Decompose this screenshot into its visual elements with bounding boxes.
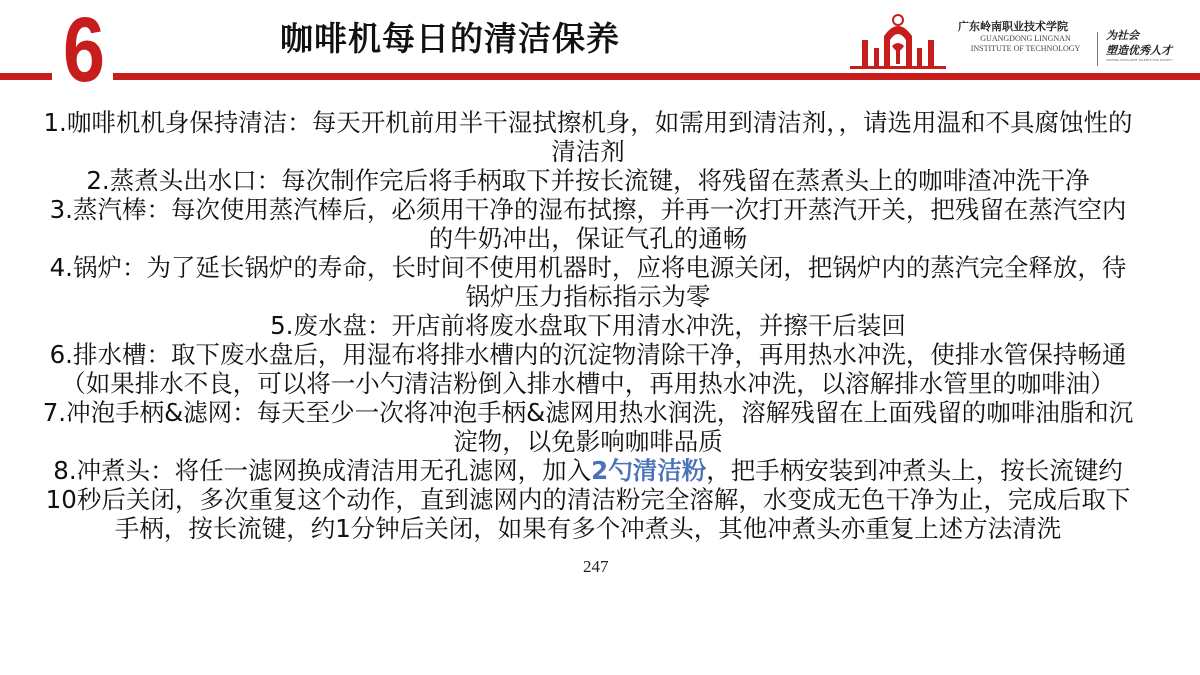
school-name-en-line2: INSTITUTE OF TECHNOLOGY	[970, 44, 1081, 53]
school-name-en-line1: GUANGDONG LINGNAN	[980, 34, 1071, 43]
school-motto	[1106, 28, 1176, 63]
step-4: 4.锅炉：为了延长锅炉的寿命，长时间不使用机器时，应将电源关闭，把锅炉内的蒸汽完全释放，待锅炉压力指标指示为零	[49, 253, 1127, 311]
step-1: 1.咖啡机机身保持清洁：每天开机前用半干湿拭擦机身，如需用到清洁剂，，请选用温和不具腐蚀性的清洁剂	[43, 108, 1133, 166]
header-rule-right	[113, 73, 1200, 80]
school-name	[958, 20, 1093, 54]
motto-line1: 为社会	[1106, 29, 1139, 42]
step-5: 5.废水盘：开店前将废水盘取下用清水冲洗，并擦干后装回	[270, 311, 906, 340]
step-2: 2.蒸煮头出水口：每次制作完后将手柄取下并按长流键，将残留在蒸煮头上的咖啡渣冲洗干净	[86, 166, 1090, 195]
step-6: 6.排水槽：取下废水盘后，用湿布将排水槽内的沉淀物清除干净，再用热水冲洗，使排水管保持畅通（如果排水不良，可以将一小勺清洁粉倒入排水槽中，再用热水冲洗，以溶解排水管里的咖啡油）	[49, 340, 1127, 398]
school-emblem-icon	[850, 12, 946, 70]
slide-number: 6	[63, 0, 105, 101]
page-title: 咖啡机每日的清洁保养	[280, 19, 620, 58]
logo-divider	[1097, 32, 1098, 66]
school-name-cn: 广东岭南职业技术学院	[958, 20, 1068, 33]
header-rule-left	[0, 73, 52, 80]
cleaning-steps-list	[38, 108, 1138, 543]
step-3: 3.蒸汽棒：每次使用蒸汽棒后，必须用干净的湿布拭擦，并再一次打开蒸汽开关，把残留在蒸汽空内的牛奶冲出，保证气孔的通畅	[49, 195, 1127, 253]
slide-header	[0, 0, 1200, 101]
motto-en: SHAPING EXCELLENT TALENTS FOR SOCIETY	[1106, 58, 1173, 62]
school-logo	[850, 12, 1195, 70]
step-8-highlight: 2勺清洁粉	[591, 456, 707, 485]
motto-line2: 塑造优秀人才	[1106, 44, 1172, 57]
step-8-text-after: ，把手柄安装到冲煮头上，按长流键约10秒后关闭，多次重复这个动作，直到滤网内的清洁粉完全溶解，水变成无色干净为止，完成后取下手柄，按长流键，约1分钟后关闭，如果有多个冲煮头，其他冲煮头亦重复上述方法清洗	[45, 456, 1131, 543]
page-number: 247	[583, 557, 609, 576]
step-8-text-before: 8.冲煮头：将任一滤网换成清洁用无孔滤网，加入	[53, 456, 592, 485]
step-7: 7.冲泡手柄&滤网：每天至少一次将冲泡手柄&滤网用热水润洗，溶解残留在上面残留的咖啡油脂和沉淀物，以免影响咖啡品质	[42, 398, 1134, 456]
step-8	[38, 456, 1138, 543]
